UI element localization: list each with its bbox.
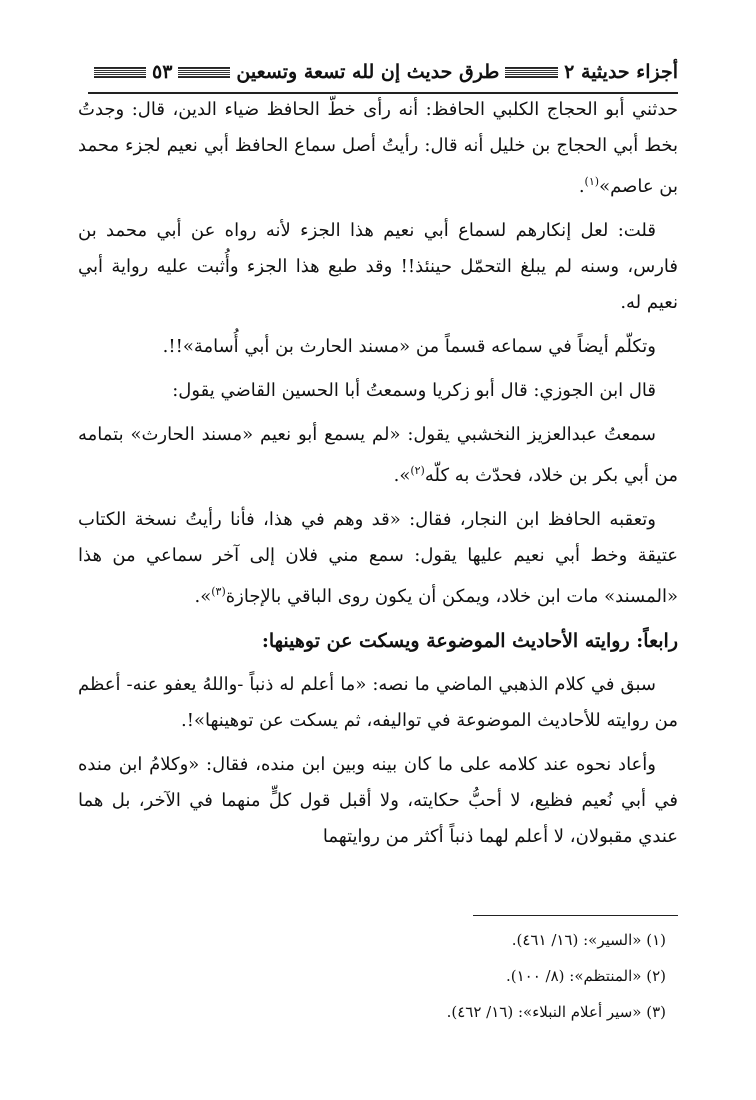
footnote-item: (١) «السير»: (١٦/ ٤٦١). bbox=[511, 931, 666, 949]
footnote-ref: (٣) bbox=[211, 585, 226, 598]
page-number: ٥٣ bbox=[152, 61, 173, 83]
header-ornament-bar bbox=[178, 67, 230, 78]
paragraph: وتعقبه الحافظ ابن النجار، فقال: «قد وهم في هذا، فأنا رأيتُ نسخة الكتاب عتيقة وخط أبي نعيم عليها يقول: سمع مني فلان إلى آخر سماعي من هذا «المسند» مات ابن خلاد، ويمكن أن يكون روى الباقي بالإجازة$^{(٣)}$». bbox=[78, 509, 678, 607]
header-ornament-bar bbox=[505, 67, 558, 78]
paragraph: سمعتُ عبدالعزيز النخشبي يقول: «لم يسمع أبو نعيم «مسند الحارث» بتمامه من أبي بكر بن خلاد، فحدّث به كلّه$^{(٢)}$». bbox=[78, 424, 678, 486]
paragraph: وأعاد نحوه عند كلامه على ما كان بينه وبين ابن منده، فقال: «وكلامُ ابن منده في أبي نُعيم فظيع، لا أحبُّ حكايته، ولا أقبل قول كلٍّ منهما في الآخر، بل هما عندي مقبولان، لا أعلم لهما ذنباً أكثر من روايتهما bbox=[78, 754, 678, 847]
paragraph: سبق في كلام الذهبي الماضي ما نصه: «ما أعلم له ذنباً -واللهُ يعفو عنه- أعظم من روايته للأحاديث الموضوعة في تواليفه، ثم يسكت عن توهينها»!. bbox=[78, 674, 678, 731]
header-chapter-title: طرق حديث إن لله تسعة وتسعين bbox=[236, 61, 500, 83]
paragraph: وتكلّم أيضاً في سماعه قسماً من «مسند الحارث بن أبي أُسامة»!!. bbox=[162, 336, 656, 357]
paragraph: قال ابن الجوزي: قال أبو زكريا وسمعتُ أبا الحسين القاضي يقول: bbox=[172, 380, 656, 401]
running-header bbox=[88, 52, 678, 94]
footnote-item: (٢) «المنتظم»: (٨/ ١٠٠). bbox=[505, 967, 666, 985]
main-text bbox=[78, 92, 678, 863]
section-heading: رابعاً: روايته الأحاديث الموضوعة ويسكت عن توهينها: bbox=[261, 630, 678, 652]
footnote-item: (٣) «سير أعلام النبلاء»: (١٦/ ٤٦٢). bbox=[446, 1003, 666, 1021]
paragraph: قلت: لعل إنكارهم لسماع أبي نعيم هذا الجزء لأنه رواه عن أبي محمد بن فارس، وسنه لم يبلغ التحمّل حينئذ!! وقد طبع هذا الجزء وأُثبت عليه رواية أبي نعيم له. bbox=[78, 220, 678, 313]
header-book-title: أجزاء حديثية ٢ bbox=[564, 61, 678, 83]
footnotes bbox=[300, 922, 666, 1030]
footnote-divider bbox=[473, 915, 678, 916]
footnote-ref: (٢) bbox=[410, 464, 425, 477]
header-ornament-bar bbox=[94, 67, 146, 78]
footnote-ref: (١) bbox=[584, 175, 600, 188]
paragraph: حدثني أبو الحجاج الكلبي الحافظ: أنه رأى خطّ الحافظ ضياء الدين، قال: وجدتُ بخط أبي الحجاج بن خليل أنه قال: رأيتُ أصل سماع الحافظ أبي نعيم لجزء محمد بن عاصم»$^{(١)}$. bbox=[78, 99, 678, 197]
